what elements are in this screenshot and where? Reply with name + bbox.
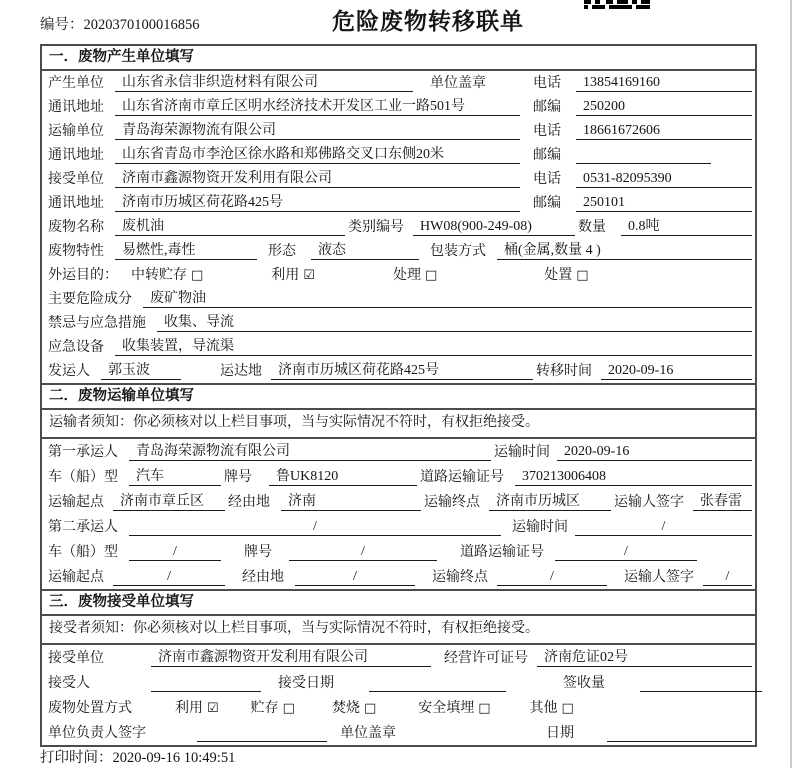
- vehicle-type-label: 车（船）型: [48, 545, 118, 560]
- row-second-route: [42, 564, 755, 589]
- phone-label: 电话: [533, 172, 561, 187]
- first-road-license-value: 370213006408: [515, 468, 752, 486]
- receiver-unit-label: 接受单位: [48, 172, 104, 187]
- road-license-label: 道路运输证号: [420, 470, 504, 485]
- row-transporter-unit: [42, 119, 755, 143]
- checkbox-unchecked-icon: □: [363, 701, 377, 716]
- first-origin-value: 济南市章丘区: [113, 493, 225, 511]
- first-carrier-time-value: 2020-09-16: [557, 443, 752, 461]
- checkbox-unchecked-icon: □: [576, 268, 589, 283]
- row-producer-address: [42, 95, 755, 119]
- waste-name-value: 废机油: [115, 218, 345, 236]
- date-label: 日期: [546, 726, 574, 741]
- zip-label: 邮编: [533, 148, 561, 163]
- transporter-notice: 运输者须知：你必须核对以上栏目事项，当与实际情况不符时，有权拒绝接受。: [42, 410, 755, 439]
- serial-value: 2020370100016856: [83, 17, 200, 33]
- second-carrier-value: /: [129, 518, 501, 536]
- origin-label: 运输起点: [48, 495, 104, 510]
- transport-time-label: 运输时间: [512, 520, 568, 535]
- row-first-route: [42, 489, 755, 514]
- vehicle-type-label: 车（船）型: [48, 470, 118, 485]
- disposal-option-incinerate: 焚烧 □: [331, 701, 377, 716]
- head-sign-label: 单位负责人签字: [48, 726, 146, 741]
- quantity-label: 数量: [578, 220, 606, 235]
- checkbox-checked-icon: ☑: [207, 701, 219, 716]
- zip-label: 邮编: [533, 196, 561, 211]
- disposal-label: 废物处置方式: [48, 701, 132, 716]
- end-label: 运输终点: [432, 570, 488, 585]
- manifest-form: [40, 44, 757, 747]
- form-value: 液态: [311, 242, 419, 260]
- quantity-value: 0.8吨: [621, 218, 752, 236]
- disposal-option-store: 贮存 □: [250, 701, 295, 716]
- plate-label: 牌号: [224, 470, 252, 485]
- carrier-sign-label: 运输人签字: [614, 495, 684, 510]
- section2-header: 二．废物运输单位填写: [42, 385, 755, 410]
- print-time: [40, 746, 235, 767]
- purpose-option-storage: 中转贮存 □: [131, 268, 204, 283]
- first-via-value: 济南: [281, 493, 421, 511]
- date-value: [607, 741, 752, 742]
- end-label: 运输终点: [424, 495, 480, 510]
- waste-name-label: 废物名称: [48, 220, 104, 235]
- row-first-vehicle: [42, 464, 755, 489]
- transporter-phone-value: 18661672606: [576, 122, 752, 140]
- via-label: 经由地: [242, 570, 284, 585]
- permit-value: 济南危证02号: [537, 649, 752, 667]
- page-edge-line: [790, 0, 792, 768]
- row-waste-character: [42, 239, 755, 263]
- section-producer: [42, 46, 755, 383]
- via-label: 经由地: [228, 495, 270, 510]
- row-waste-name: [42, 215, 755, 239]
- qr-code-fragment: [584, 0, 650, 10]
- accept-date-label: 接受日期: [278, 676, 334, 691]
- address-label: 通讯地址: [48, 196, 104, 211]
- producer-zip-value: 250200: [576, 98, 752, 116]
- first-end-value: 济南市历城区: [489, 493, 611, 511]
- checkbox-unchecked-icon: □: [561, 701, 574, 716]
- hazard-label: 主要危险成分: [48, 292, 132, 307]
- row-disposal-method: [42, 695, 755, 720]
- second-carrier-time-value: /: [575, 518, 752, 536]
- receiver-zip-value: 250101: [576, 194, 752, 212]
- waste-character-label: 废物特性: [48, 244, 104, 259]
- phone-label: 电话: [533, 124, 561, 139]
- row-acceptor: [42, 670, 755, 695]
- row-receiver-address: [42, 191, 755, 215]
- disposal-option-utilize: 利用 ☑: [175, 701, 219, 716]
- row-hazard-component: [42, 287, 755, 311]
- section-transporter: [42, 383, 755, 589]
- permit-label: 经营许可证号: [444, 651, 528, 666]
- origin-label: 运输起点: [48, 570, 104, 585]
- serial-number: [40, 13, 200, 34]
- producer-unit-value: 山东省永信非织造材料有限公司: [115, 74, 413, 92]
- producer-unit-label: 产生单位: [48, 76, 104, 91]
- purpose-option-dispose: 处置 □: [544, 268, 589, 283]
- checkbox-unchecked-icon: □: [282, 701, 295, 716]
- transfer-time-label: 转移时间: [536, 364, 592, 379]
- second-origin-value: /: [113, 568, 225, 586]
- first-vehicle-type-value: 汽车: [129, 468, 221, 486]
- section-receiver: [42, 589, 755, 745]
- receiver-address-value: 济南市历城区荷花路425号: [115, 194, 520, 212]
- shipper-value: 郭玉波: [101, 362, 181, 380]
- taboo-label: 禁忌与应急措施: [48, 316, 146, 331]
- second-end-value: /: [497, 568, 607, 586]
- producer-phone-value: 13854169160: [576, 74, 752, 92]
- first-carrier-sign-value: 张春雷: [693, 493, 752, 511]
- second-via-value: /: [295, 568, 415, 586]
- first-carrier-label: 第一承运人: [48, 445, 118, 460]
- address-label: 通讯地址: [48, 148, 104, 163]
- transfer-time-value: 2020-09-16: [601, 362, 752, 380]
- equipment-value: 收集装置，导流渠: [115, 338, 752, 356]
- form-label: 形态: [268, 244, 296, 259]
- transporter-address-value: 山东省青岛市李沧区徐水路和郑佛路交叉口东侧20米: [115, 146, 520, 164]
- received-qty-value: [640, 691, 762, 692]
- section3-header: 三．废物接受单位填写: [42, 591, 755, 616]
- producer-address-value: 山东省济南市章丘区明水经济技术开发区工业一路501号: [115, 98, 520, 116]
- destination-label: 运达地: [220, 364, 262, 379]
- checkbox-unchecked-icon: □: [478, 701, 491, 716]
- unit-seal-label: 单位盖章: [340, 726, 396, 741]
- row-transfer-purpose: [42, 263, 755, 287]
- first-carrier-value: 青岛海荣源物流有限公司: [129, 443, 491, 461]
- accept-date-value: [369, 691, 506, 692]
- second-carrier-sign-value: /: [703, 568, 752, 586]
- print-time-label: 打印时间：: [40, 750, 113, 766]
- purpose-label: 外运目的：: [48, 268, 118, 283]
- checkbox-unchecked-icon: □: [424, 268, 438, 283]
- row-accept-unit: [42, 645, 755, 670]
- transport-time-label: 运输时间: [494, 445, 550, 460]
- row-transporter-address: [42, 143, 755, 167]
- receiver-notice: 接受者须知：你必须核对以上栏目事项，当与实际情况不符时，有权拒绝接受。: [42, 616, 755, 645]
- row-second-carrier: [42, 514, 755, 539]
- unit-seal-label: 单位盖章: [430, 76, 486, 91]
- head-sign-value: [197, 741, 327, 742]
- category-label: 类别编号: [348, 220, 404, 235]
- category-value: HW08(900-249-08): [413, 218, 575, 236]
- accept-unit-value: 济南市鑫源物资开发利用有限公司: [151, 649, 431, 667]
- transporter-unit-value: 青岛海荣源物流有限公司: [115, 122, 520, 140]
- received-qty-label: 签收量: [563, 676, 605, 691]
- serial-label: 编号：: [40, 17, 84, 33]
- second-plate-value: /: [289, 543, 437, 561]
- row-receiver-unit: [42, 167, 755, 191]
- carrier-sign-label: 运输人签字: [624, 570, 694, 585]
- checkbox-unchecked-icon: □: [191, 268, 204, 283]
- page-title: 危险废物转移联单: [332, 9, 524, 34]
- hazard-value: 废矿物油: [143, 290, 752, 308]
- address-label: 通讯地址: [48, 100, 104, 115]
- equipment-label: 应急设备: [48, 340, 104, 355]
- acceptor-value: [151, 691, 261, 692]
- receiver-phone-value: 0531-82095390: [576, 170, 752, 188]
- waste-character-value: 易燃性,毒性: [115, 242, 257, 260]
- packing-value: 桶(金属,数量 4 ): [497, 242, 752, 260]
- row-producer-unit: [42, 71, 755, 95]
- zip-label: 邮编: [533, 100, 561, 115]
- transporter-zip-value: [576, 163, 711, 164]
- row-shipper: [42, 359, 755, 383]
- road-license-label: 道路运输证号: [460, 545, 544, 560]
- section1-header: 一．废物产生单位填写: [42, 46, 755, 71]
- taboo-value: 收集、导流: [157, 314, 752, 332]
- receiver-unit-value: 济南市鑫源物资开发利用有限公司: [115, 170, 520, 188]
- packing-label: 包装方式: [430, 244, 486, 259]
- checkbox-checked-icon: ☑: [303, 268, 315, 283]
- second-road-license-value: /: [555, 543, 697, 561]
- destination-value: 济南市历城区荷花路425号: [271, 362, 533, 380]
- print-time-value: 2020-09-16 10:49:51: [112, 750, 236, 766]
- second-vehicle-type-value: /: [129, 543, 221, 561]
- transporter-unit-label: 运输单位: [48, 124, 104, 139]
- row-taboo-measures: [42, 311, 755, 335]
- shipper-label: 发运人: [48, 364, 90, 379]
- first-plate-value: 鲁UK8120: [269, 468, 417, 486]
- row-head-signature: [42, 720, 755, 745]
- second-carrier-label: 第二承运人: [48, 520, 118, 535]
- disposal-option-landfill: 安全填埋 □: [418, 701, 491, 716]
- row-emergency-equipment: [42, 335, 755, 359]
- disposal-option-other: 其他 □: [529, 701, 574, 716]
- phone-label: 电话: [533, 76, 561, 91]
- row-first-carrier: [42, 439, 755, 464]
- acceptor-label: 接受人: [48, 676, 90, 691]
- plate-label: 牌号: [244, 545, 272, 560]
- accept-unit-label: 接受单位: [48, 651, 104, 666]
- purpose-option-utilize: 利用 ☑: [271, 268, 315, 283]
- purpose-option-treat: 处理 □: [392, 268, 438, 283]
- row-second-vehicle: [42, 539, 755, 564]
